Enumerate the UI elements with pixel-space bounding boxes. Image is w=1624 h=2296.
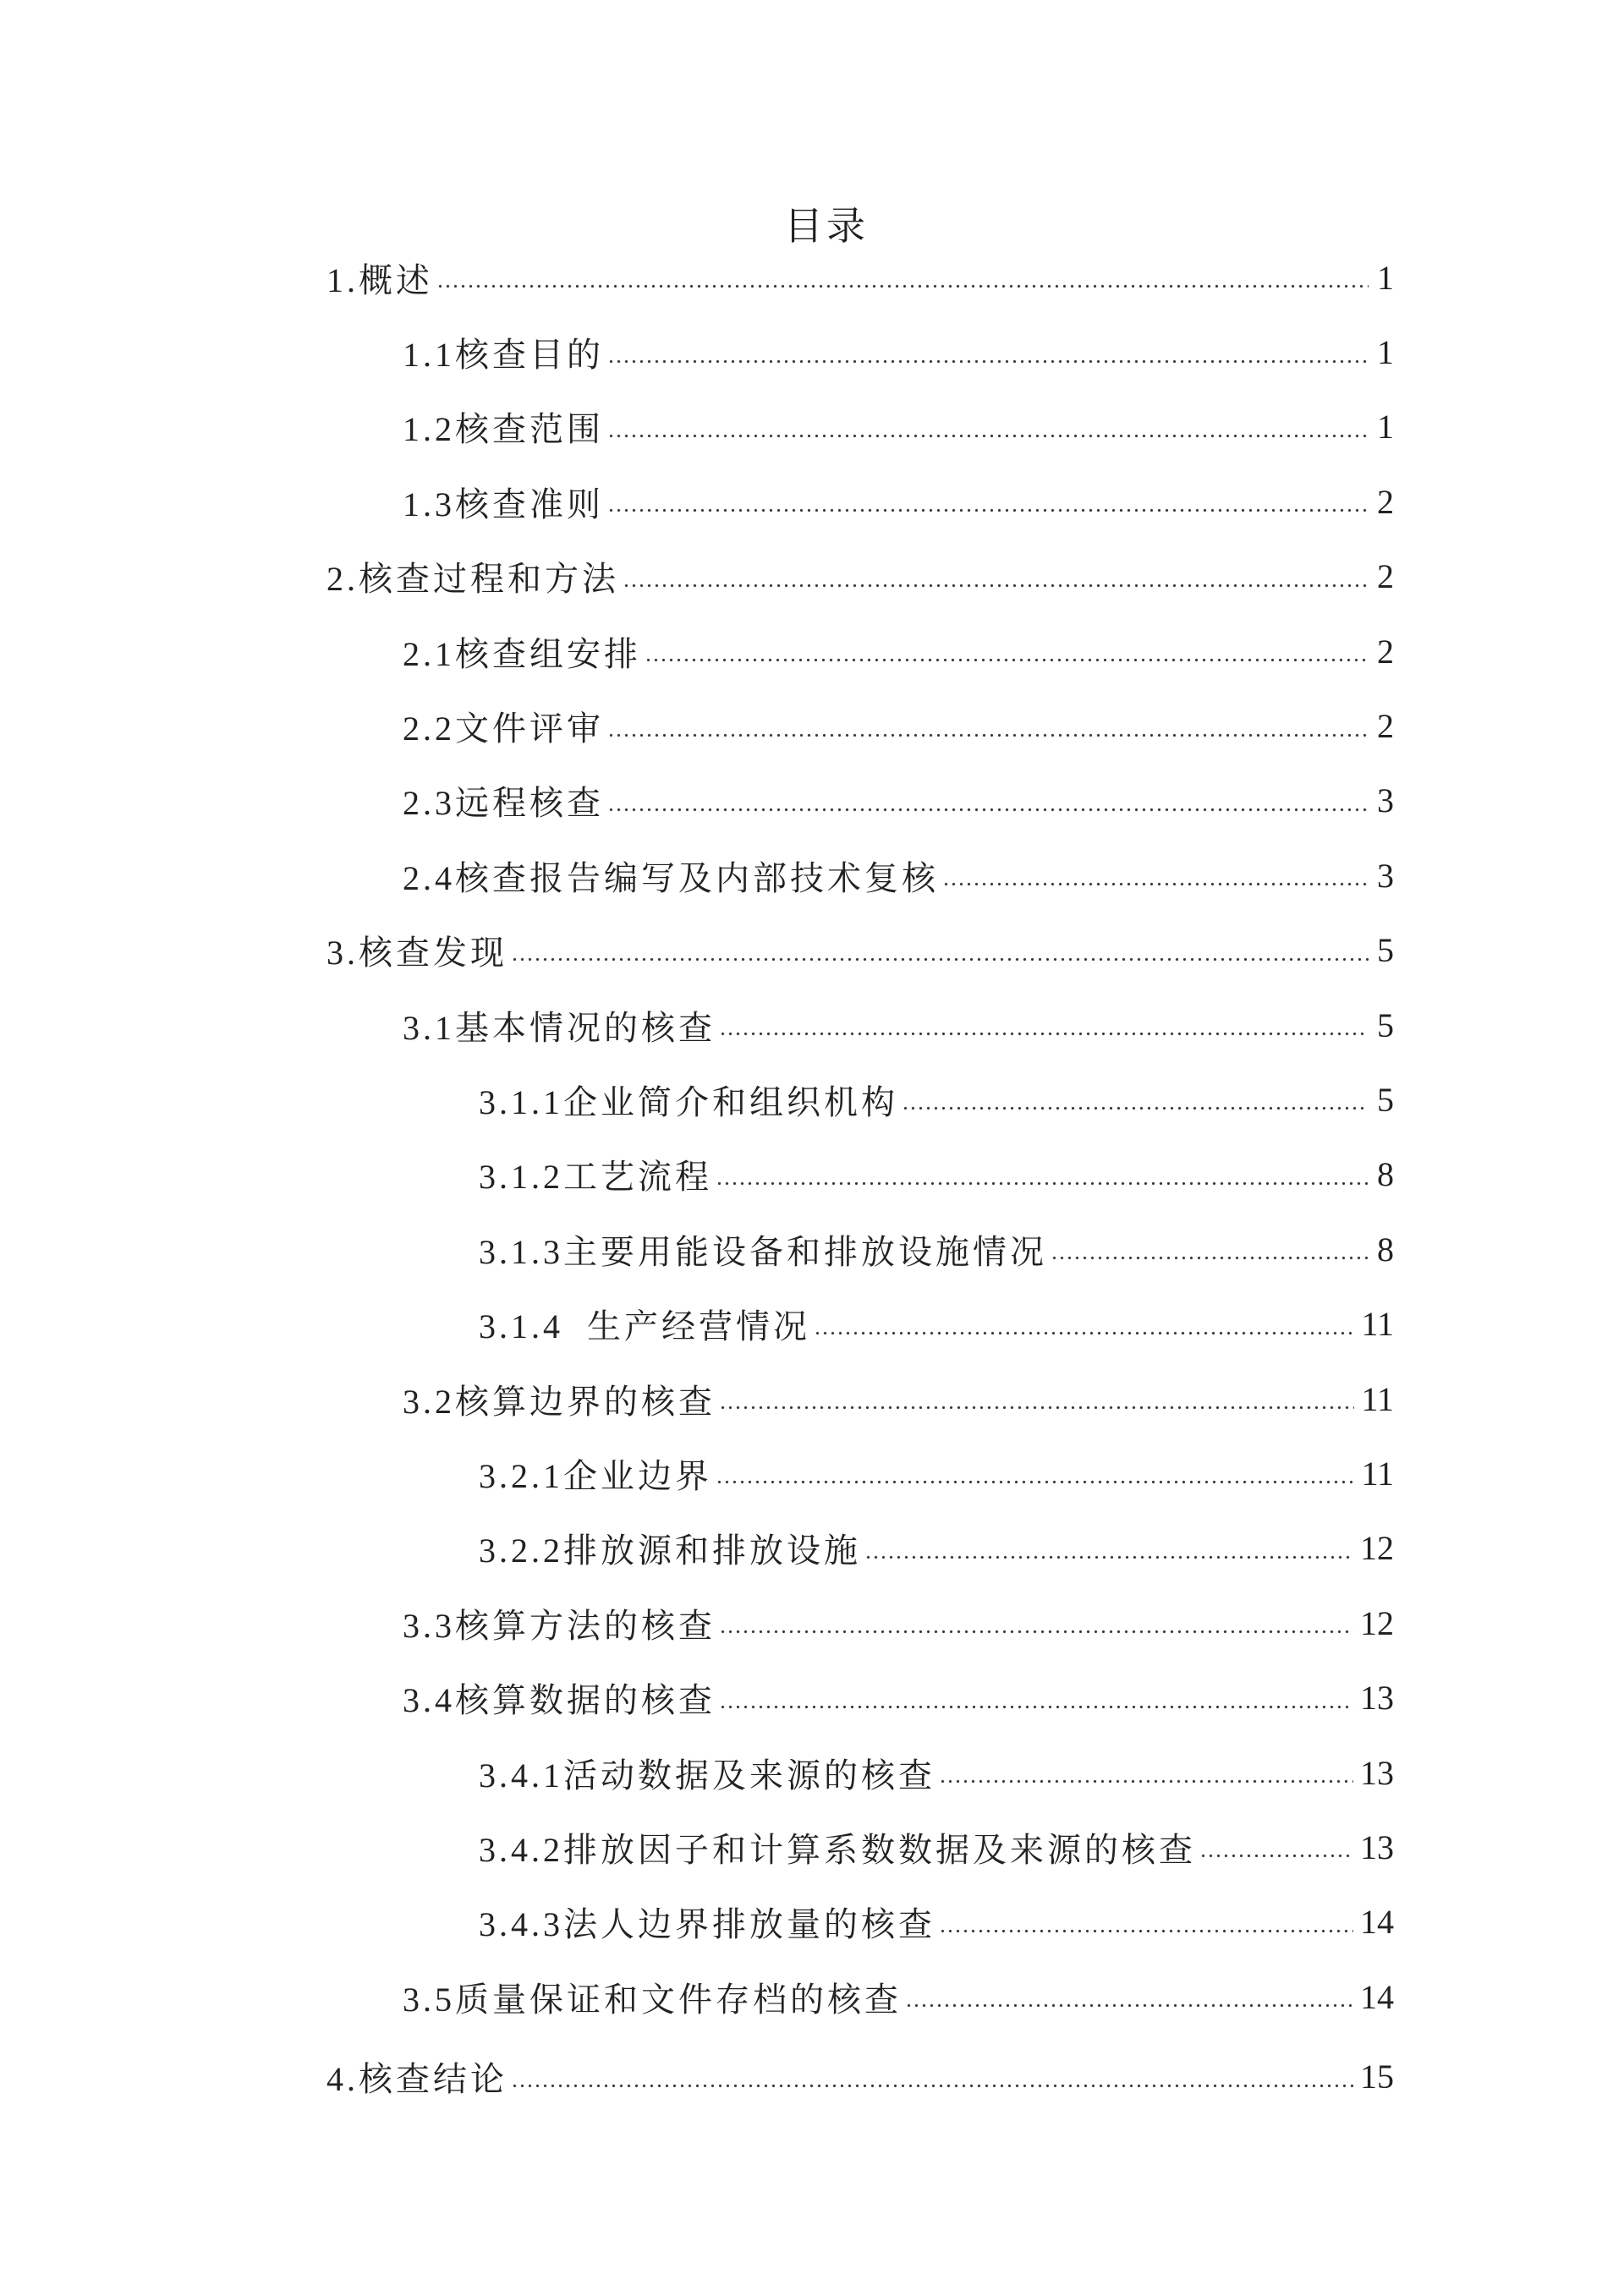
- toc-entry: [0, 1660, 1624, 1734]
- toc-entry-label: 4.核查结论: [326, 2060, 508, 2099]
- toc-entry-label: 3.4.3法人边界排放量的核查: [479, 1905, 935, 1944]
- dot-leader: [716, 1162, 1369, 1187]
- toc-entry: [0, 1286, 1624, 1361]
- dot-leader: [607, 489, 1369, 514]
- toc-entry-page: 11: [1361, 1454, 1394, 1493]
- dot-leader: [645, 638, 1369, 664]
- toc-entry-label: 3.核查发现: [326, 934, 508, 973]
- toc-entry-page: 11: [1361, 1379, 1394, 1418]
- toc-entry: [0, 1362, 1624, 1436]
- toc-entry-page: 2: [1377, 632, 1394, 671]
- toc-entry-page: 13: [1360, 1827, 1394, 1866]
- toc-entry: [0, 1586, 1624, 1660]
- toc-entry: [0, 688, 1624, 763]
- toc-entry-label: 3.4.2排放因子和计算系数数据及来源的核查: [479, 1830, 1196, 1869]
- toc-entry-page: 14: [1360, 1903, 1394, 1942]
- toc-entry: [0, 1212, 1624, 1286]
- toc-entry: [0, 1062, 1624, 1137]
- toc-entry-label: 3.3核算方法的核查: [403, 1606, 716, 1645]
- dot-leader: [864, 1536, 1353, 1561]
- toc-entry: [0, 1511, 1624, 1586]
- dot-leader: [719, 1685, 1353, 1711]
- dot-leader: [905, 1984, 1353, 2009]
- toc-entry-label: 2.4核查报告编写及内部技术复核: [403, 858, 939, 897]
- dot-leader: [436, 265, 1369, 290]
- toc-entry-page: 13: [1360, 1679, 1394, 1718]
- dot-leader: [719, 1012, 1369, 1038]
- toc-entry-page: 2: [1377, 482, 1394, 521]
- toc-entry-page: 5: [1377, 1006, 1394, 1044]
- toc-entry-page: 3: [1377, 856, 1394, 895]
- dot-leader: [939, 1910, 1353, 1935]
- toc-entry-label: 3.2.2排放源和排放设施: [479, 1532, 861, 1570]
- toc-entry-label: 1.2核查范围: [403, 410, 604, 449]
- toc-entry: [0, 390, 1624, 464]
- toc-entry-page: 1: [1377, 333, 1394, 372]
- toc-entry-page: 5: [1377, 1080, 1394, 1119]
- table-of-contents: [0, 240, 1624, 2114]
- toc-entry: [0, 315, 1624, 389]
- toc-entry-label: 3.2核算边界的核查: [403, 1382, 716, 1421]
- dot-leader: [623, 564, 1369, 589]
- dot-leader: [607, 714, 1369, 739]
- toc-entry-page: 2: [1377, 557, 1394, 596]
- toc-entry-page: 12: [1360, 1529, 1394, 1568]
- toc-entry: [0, 1735, 1624, 1810]
- toc-entry-page: 8: [1377, 1155, 1394, 1194]
- toc-entry: [0, 240, 1624, 315]
- dot-leader: [716, 1460, 1354, 1486]
- toc-entry: [0, 1959, 1624, 2034]
- dot-leader: [511, 2064, 1353, 2090]
- toc-entry: [0, 1810, 1624, 1884]
- toc-entry-label: 2.3远程核查: [403, 784, 604, 823]
- dot-leader: [1199, 1834, 1353, 1860]
- dot-leader: [511, 938, 1369, 963]
- toc-entry-label: 3.1.2工艺流程: [479, 1158, 712, 1197]
- dot-leader: [719, 1610, 1353, 1636]
- toc-entry-page: 1: [1377, 258, 1394, 297]
- dot-leader: [939, 1760, 1353, 1785]
- toc-entry-page: 11: [1361, 1305, 1394, 1344]
- toc-entry-label: 3.1.4 生产经营情况: [479, 1307, 810, 1346]
- toc-entry: [0, 1885, 1624, 1959]
- toc-entry-label: 3.1.1企业简介和组织机构: [479, 1082, 898, 1121]
- toc-entry-page: 5: [1377, 931, 1394, 970]
- toc-entry-label: 1.1核查目的: [403, 336, 604, 375]
- toc-entry-page: 14: [1360, 1977, 1394, 2016]
- toc-entry: [0, 614, 1624, 688]
- toc-entry-label: 2.核查过程和方法: [326, 560, 619, 599]
- toc-entry-page: 1: [1377, 408, 1394, 447]
- page-title: 目录: [784, 205, 869, 248]
- toc-entry: [0, 2039, 1624, 2113]
- toc-entry-label: 3.4.1活动数据及来源的核查: [479, 1756, 935, 1795]
- toc-entry-label: 2.1核查组安排: [403, 634, 641, 673]
- toc-entry-label: 3.1基本情况的核查: [403, 1008, 716, 1047]
- toc-entry-label: 3.2.1企业边界: [479, 1456, 712, 1495]
- toc-entry: [0, 988, 1624, 1062]
- toc-entry-label: 1.3核查准则: [403, 485, 604, 523]
- toc-entry: [0, 464, 1624, 539]
- dot-leader: [607, 414, 1369, 440]
- dot-leader: [814, 1312, 1354, 1337]
- toc-entry-page: 13: [1360, 1753, 1394, 1792]
- dot-leader: [607, 340, 1369, 365]
- dot-leader: [942, 863, 1369, 888]
- dot-leader: [1051, 1236, 1369, 1262]
- toc-entry-page: 8: [1377, 1230, 1394, 1269]
- toc-entry: [0, 764, 1624, 838]
- dot-leader: [902, 1087, 1369, 1112]
- toc-entry: [0, 1137, 1624, 1212]
- toc-entry-page: 2: [1377, 707, 1394, 746]
- dot-leader: [607, 788, 1369, 814]
- toc-entry-page: 12: [1360, 1603, 1394, 1642]
- dot-leader: [719, 1386, 1354, 1411]
- toc-entry-label: 3.4核算数据的核查: [403, 1681, 716, 1720]
- toc-entry: [0, 540, 1624, 614]
- toc-entry-label: 3.5质量保证和文件存档的核查: [403, 1980, 902, 2019]
- toc-entry-label: 1.概述: [326, 260, 433, 299]
- toc-entry: [0, 913, 1624, 988]
- toc-entry-label: 3.1.3主要用能设备和排放设施情况: [479, 1232, 1047, 1271]
- toc-entry-page: 3: [1377, 781, 1394, 820]
- toc-entry: [0, 1436, 1624, 1510]
- toc-entry-label: 2.2文件评审: [403, 710, 604, 748]
- toc-entry-page: 15: [1360, 2058, 1394, 2096]
- toc-entry: [0, 838, 1624, 912]
